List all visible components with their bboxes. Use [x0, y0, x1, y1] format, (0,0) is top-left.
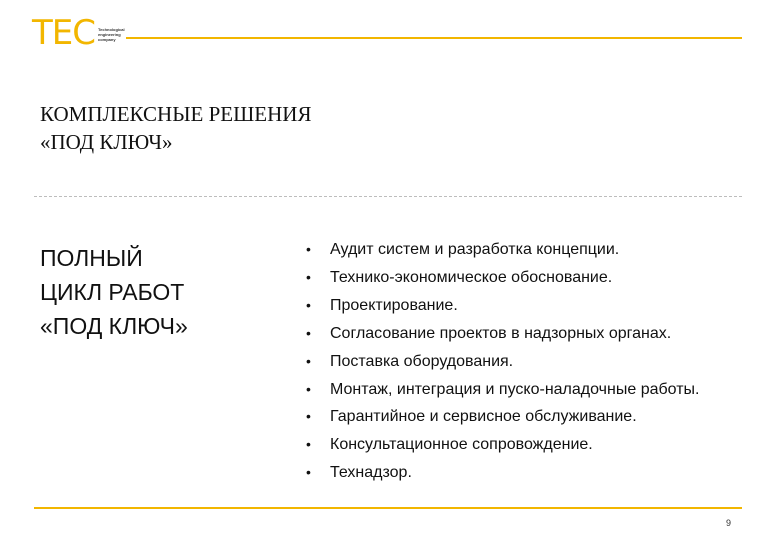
list-item-text: Консультационное сопровождение. [330, 436, 593, 454]
page-number: 9 [726, 518, 732, 528]
logo-mark: TEC [32, 13, 95, 53]
bullet-icon: • [306, 436, 311, 453]
bullet-icon: • [306, 241, 311, 257]
list-item-text: Монтаж, интеграция и пуско-наладочные работы. [330, 380, 700, 398]
list-item-text: Гарантийное и сервисное обслуживание. [330, 408, 637, 426]
bullet-icon: • [306, 464, 311, 481]
services-list [300, 236, 760, 487]
bullet-icon: • [306, 324, 311, 341]
bullet-icon: • [306, 352, 311, 369]
list-item [300, 403, 760, 431]
list-item-text: Технико-экономическое обоснование. [330, 268, 613, 286]
header-rule [126, 37, 742, 39]
page-title: КОМПЛЕКСНЫЕ РЕШЕНИЯ «ПОД КЛЮЧ» [40, 102, 312, 154]
list-item [300, 320, 760, 348]
bullet-icon: • [306, 408, 311, 425]
list-item-text: Проектирование. [330, 296, 458, 314]
list-item [300, 431, 760, 459]
list-item [300, 292, 760, 320]
list-item [300, 376, 760, 404]
list-item-text: Аудит систем и разработка концепции. [330, 241, 620, 258]
company-logo [32, 13, 132, 53]
bullet-icon: • [306, 380, 311, 397]
list-item-text: Технадзор. [330, 464, 412, 482]
bullet-icon: • [306, 296, 311, 313]
logo-tagline: Technological engineering company [98, 26, 125, 42]
footer-rule [34, 507, 742, 509]
list-item [300, 459, 760, 487]
list-item [300, 264, 760, 292]
list-item-text: Согласование проектов в надзорных органах. [330, 324, 672, 342]
list-item [300, 348, 760, 376]
bullet-icon: • [306, 268, 311, 285]
list-item [300, 236, 760, 264]
section-heading: ПОЛНЫЙ ЦИКЛ РАБОТ «ПОД КЛЮЧ» [40, 245, 188, 339]
section-divider [34, 196, 742, 197]
list-item-text: Поставка оборудования. [330, 352, 514, 370]
